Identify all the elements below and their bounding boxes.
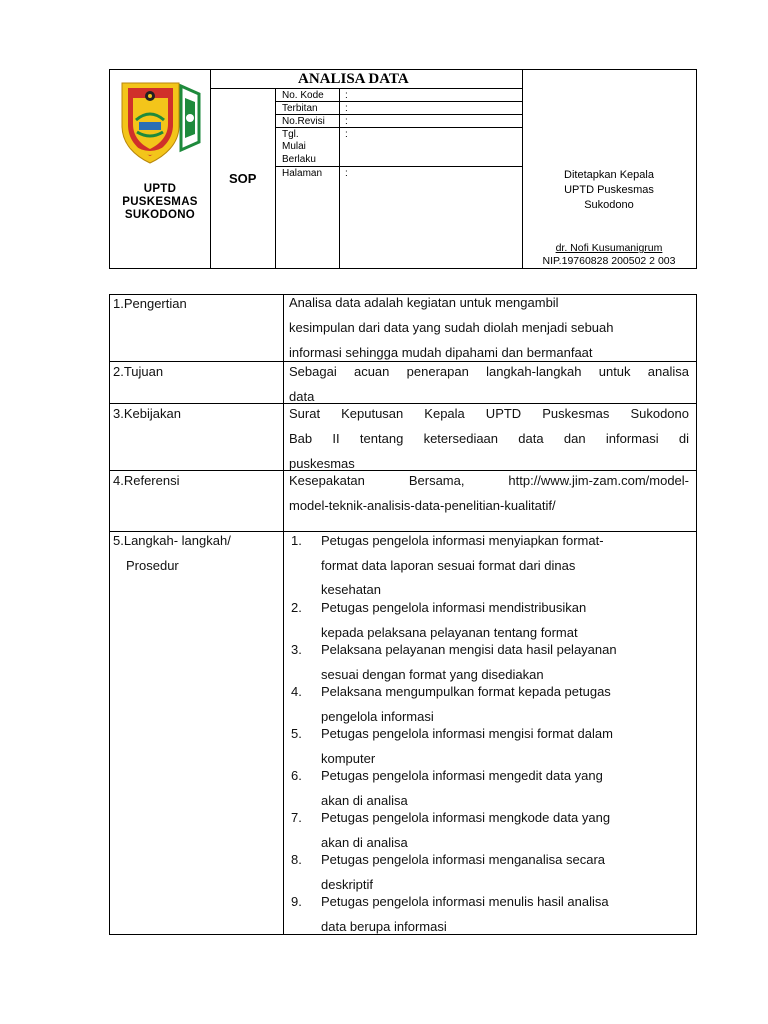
text-line: Sebagai acuan penerapan langkah-langkah untuk analisa (289, 364, 689, 379)
approval-block (522, 168, 696, 213)
step-number: 8. (291, 852, 302, 867)
step-text (321, 889, 681, 939)
step-line: akan di analisa (321, 835, 408, 850)
content-divider (283, 294, 284, 935)
header-divider (275, 88, 276, 269)
meta-label-no-revisi: No.Revisi (282, 116, 325, 127)
text-line: puskesmas (289, 456, 355, 471)
section-label-pengertian: 1.Pengertian (113, 296, 187, 311)
step-line: Pelaksana pelayanan mengisi data hasil pelayanan (321, 642, 617, 657)
step-line: pengelola informasi (321, 709, 434, 724)
section-text-referensi (289, 468, 689, 518)
meta-label-terbitan: Terbitan (282, 103, 318, 114)
step-line: kesehatan (321, 582, 381, 597)
text-line: data (289, 389, 315, 404)
section-label-prosedur (113, 528, 231, 578)
step-line: Petugas pengelola informasi menganalisa secara (321, 852, 606, 867)
step-line: kepada pelaksana pelayanan tentang format (321, 625, 578, 640)
text-line: informasi sehingga mudah dipahami dan bermanfaat (289, 345, 593, 360)
header-divider (275, 127, 523, 128)
step-number: 4. (291, 684, 302, 699)
org-name-line: UPTD (143, 183, 177, 195)
header-divider (275, 166, 523, 167)
section-label-kebijakan: 3.Kebijakan (113, 406, 181, 421)
step-number: 6. (291, 768, 302, 783)
meta-label-halaman: Halaman (282, 168, 323, 179)
text-line: Bab II tentang ketersediaan data dan informasi di (289, 431, 689, 446)
meta-value-tgl: : (345, 129, 348, 140)
meta-label-berlaku: Berlaku (282, 154, 316, 165)
step-text (321, 528, 681, 598)
sop-label: SOP (229, 171, 257, 186)
step-number: 1. (291, 533, 302, 548)
meta-label-tgl: Tgl. (282, 129, 299, 140)
label-line: 5.Langkah- langkah/ (113, 533, 231, 548)
step-line: Petugas pengelola informasi menulis hasil analisa (321, 894, 609, 909)
document-title: ANALISA DATA (298, 71, 409, 87)
step-line: sesuai dengan format yang disediakan (321, 667, 544, 682)
label-line: Prosedur (126, 558, 179, 573)
step-line: akan di analisa (321, 793, 408, 808)
meta-value-no-kode: : (345, 90, 348, 101)
organization-name (110, 183, 210, 222)
text-line: Kesepakatan Bersama, http://www.jim-zam.com/model- (289, 473, 689, 488)
header-divider (210, 88, 523, 89)
approval-line: Ditetapkan Kepala (564, 169, 654, 181)
section-label-referensi: 4.Referensi (113, 473, 180, 488)
step-number: 5. (291, 726, 302, 741)
step-number: 2. (291, 600, 302, 615)
header-divider (275, 101, 523, 102)
meta-value-no-revisi: : (345, 116, 348, 127)
meta-value-halaman: : (345, 168, 348, 179)
step-line: komputer (321, 751, 376, 766)
section-text-pengertian (289, 290, 614, 365)
header-divider (339, 88, 340, 269)
step-number: 9. (291, 894, 302, 909)
step-line: Petugas pengelola informasi menyiapkan format- (321, 533, 604, 548)
org-name-line: PUSKESMAS (122, 196, 198, 208)
header-divider (275, 114, 523, 115)
section-label-tujuan: 2.Tujuan (113, 364, 164, 379)
approval-line: UPTD Puskesmas (564, 184, 654, 196)
step-line: format data laporan sesuai format dari dinas (321, 558, 576, 573)
approval-line: Sukodono (584, 199, 634, 211)
org-name-line: SUKODONO (124, 209, 196, 221)
meta-value-terbitan: : (345, 103, 348, 114)
step-number: 7. (291, 810, 302, 825)
text-line: kesimpulan dari data yang sudah diolah menjadi sebuah (289, 320, 614, 335)
text-line: Surat Keputusan Kepala UPTD Puskesmas Sukodono (289, 406, 689, 421)
text-line: model-teknik-analisis-data-penelitian-kualitatif/ (289, 498, 556, 513)
meta-label-no-kode: No. Kode (282, 90, 324, 101)
meta-label-mulai: Mulai (282, 141, 306, 152)
step-line: Petugas pengelola informasi mengedit data yang (321, 768, 603, 783)
step-line: Pelaksana mengumpulkan format kepada petugas (321, 684, 611, 699)
step-line: Petugas pengelola informasi mendistribusikan (321, 600, 587, 615)
signatory-nip: NIP.19760828 200502 2 003 (542, 255, 676, 267)
step-number: 3. (291, 642, 302, 657)
header-divider (210, 69, 211, 269)
district-emblem-logo (119, 80, 201, 166)
step-line: Petugas pengelola informasi mengisi format dalam (321, 726, 613, 741)
step-line: deskriptif (321, 877, 374, 892)
signatory-name: dr. Nofi Kusumanigrum (555, 242, 663, 254)
step-line: Petugas pengelola informasi mengkode data yang (321, 810, 611, 825)
section-text-kebijakan (289, 401, 689, 476)
text-line: Analisa data adalah kegiatan untuk mengambil (289, 295, 559, 310)
step-line: data berupa informasi (321, 919, 447, 934)
